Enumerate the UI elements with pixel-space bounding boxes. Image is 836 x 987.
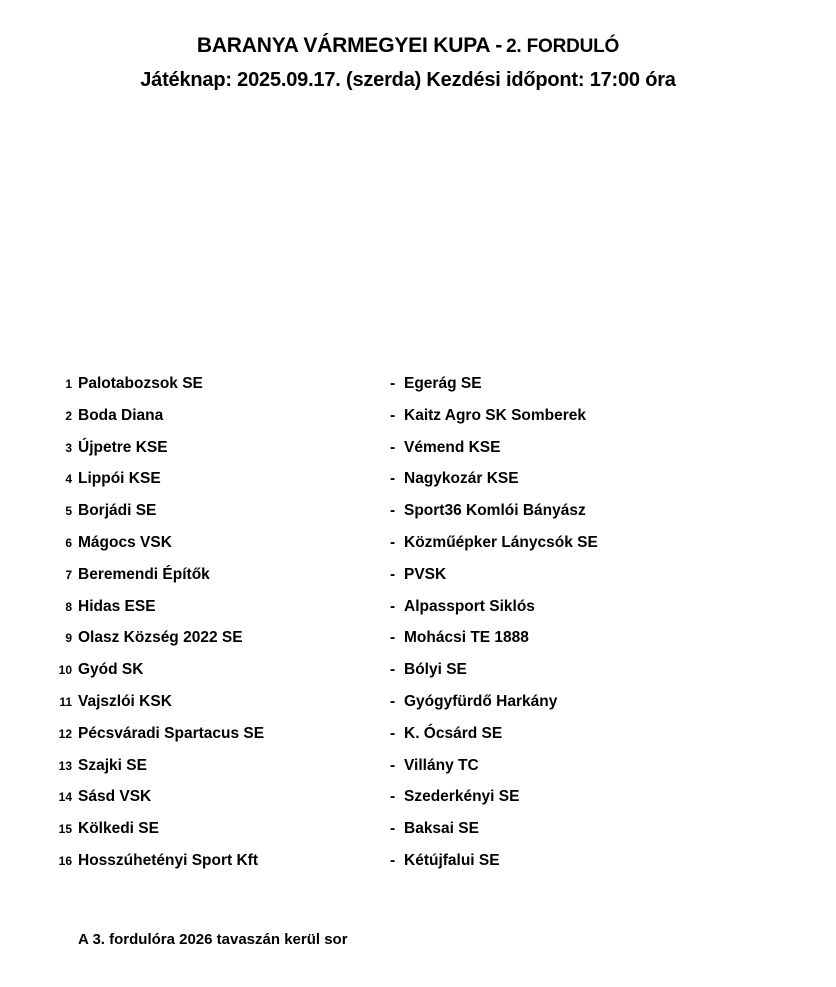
home-team: Olasz Község 2022 SE <box>78 629 243 647</box>
match-row <box>0 754 836 786</box>
away-team: Sport36 Komlói Bányász <box>404 502 586 520</box>
home-team: Vajszlói KSK <box>78 692 172 710</box>
match-row <box>0 658 836 690</box>
home-team: Kölkedi SE <box>78 820 159 838</box>
match-row <box>0 372 836 404</box>
home-team: Hidas ESE <box>78 597 156 615</box>
match-separator: - <box>390 438 396 456</box>
match-separator: - <box>390 661 396 679</box>
match-number: 16 <box>58 853 72 868</box>
match-number: 3 <box>65 440 72 455</box>
match-row <box>0 499 836 531</box>
match-number: 9 <box>65 631 72 646</box>
match-number: 6 <box>65 535 72 550</box>
away-team: K. Ócsárd SE <box>404 724 503 742</box>
match-number: 7 <box>65 567 72 582</box>
match-separator: - <box>390 406 396 424</box>
match-number: 11 <box>59 694 72 709</box>
match-number: 5 <box>65 504 72 519</box>
home-team: Újpetre KSE <box>78 438 168 456</box>
match-row <box>0 785 836 817</box>
match-separator: - <box>390 724 396 742</box>
next-round-note: A 3. fordulóra 2026 tavaszán kerül sor <box>78 931 348 948</box>
away-team: Bólyi SE <box>404 661 467 679</box>
match-row <box>0 531 836 563</box>
home-team: Gyód SK <box>78 661 144 679</box>
home-team: Sásd VSK <box>78 788 152 806</box>
away-team: Gyógyfürdő Harkány <box>404 692 558 710</box>
match-row <box>0 849 836 881</box>
match-separator: - <box>390 375 396 392</box>
away-team: Kétújfalui SE <box>404 851 500 869</box>
away-team: Nagykozár KSE <box>404 470 519 488</box>
match-row <box>0 563 836 595</box>
match-separator: - <box>390 470 396 488</box>
match-number: 14 <box>58 790 72 805</box>
match-list <box>0 372 836 881</box>
match-row <box>0 436 836 468</box>
match-day-info: Játéknap: 2025.09.17. (szerda) Kezdési időpont: 17:00 óra <box>140 69 676 91</box>
match-number: 13 <box>58 758 72 773</box>
match-number: 12 <box>58 726 72 741</box>
away-team: Alpassport Siklós <box>404 597 535 615</box>
away-team: Közműépker Lánycsók SE <box>404 533 598 551</box>
home-team: Szajki SE <box>78 756 147 774</box>
match-row <box>0 626 836 658</box>
match-row <box>0 722 836 754</box>
match-number: 1 <box>65 377 72 391</box>
home-team: Beremendi Építők <box>78 565 210 583</box>
home-team: Borjádi SE <box>78 502 157 520</box>
away-team: Egerág SE <box>404 375 482 392</box>
match-number: 15 <box>58 822 72 837</box>
away-team: Baksai SE <box>404 820 479 838</box>
match-row <box>0 467 836 499</box>
page-title <box>0 33 816 60</box>
away-team: Kaitz Agro SK Somberek <box>404 406 587 424</box>
away-team: Villány TC <box>404 756 479 774</box>
match-separator: - <box>390 565 396 583</box>
away-team: Szederkényi SE <box>404 788 520 806</box>
match-separator: - <box>390 533 396 551</box>
match-number: 10 <box>58 663 72 678</box>
away-team: Mohácsi TE 1888 <box>404 629 529 647</box>
home-team: Pécsváradi Spartacus SE <box>78 724 265 742</box>
home-team: Lippói KSE <box>78 470 161 488</box>
match-separator: - <box>390 851 396 869</box>
match-separator: - <box>390 502 396 520</box>
match-separator: - <box>390 788 396 806</box>
match-row <box>0 817 836 849</box>
home-team: Hosszúhetényi Sport Kft <box>78 851 258 869</box>
match-separator: - <box>390 629 396 647</box>
home-team: Palotabozsok SE <box>78 375 203 392</box>
title-text: BARANYA VÁRMEGYEI KUPA - <box>196 34 503 57</box>
match-separator: - <box>390 597 396 615</box>
match-number: 2 <box>65 408 72 423</box>
match-number: 8 <box>65 599 72 614</box>
match-separator: - <box>390 820 396 838</box>
away-team: Vémend KSE <box>404 438 501 456</box>
match-separator: - <box>390 756 396 774</box>
match-separator: - <box>390 692 396 710</box>
match-number: 4 <box>65 472 72 487</box>
away-team: PVSK <box>404 565 447 583</box>
match-row <box>0 404 836 436</box>
round-label: 2. FORDULÓ <box>506 36 620 57</box>
home-team: Boda Diana <box>78 406 164 424</box>
home-team: Mágocs VSK <box>78 533 172 551</box>
match-row <box>0 595 836 627</box>
match-row <box>0 690 836 722</box>
